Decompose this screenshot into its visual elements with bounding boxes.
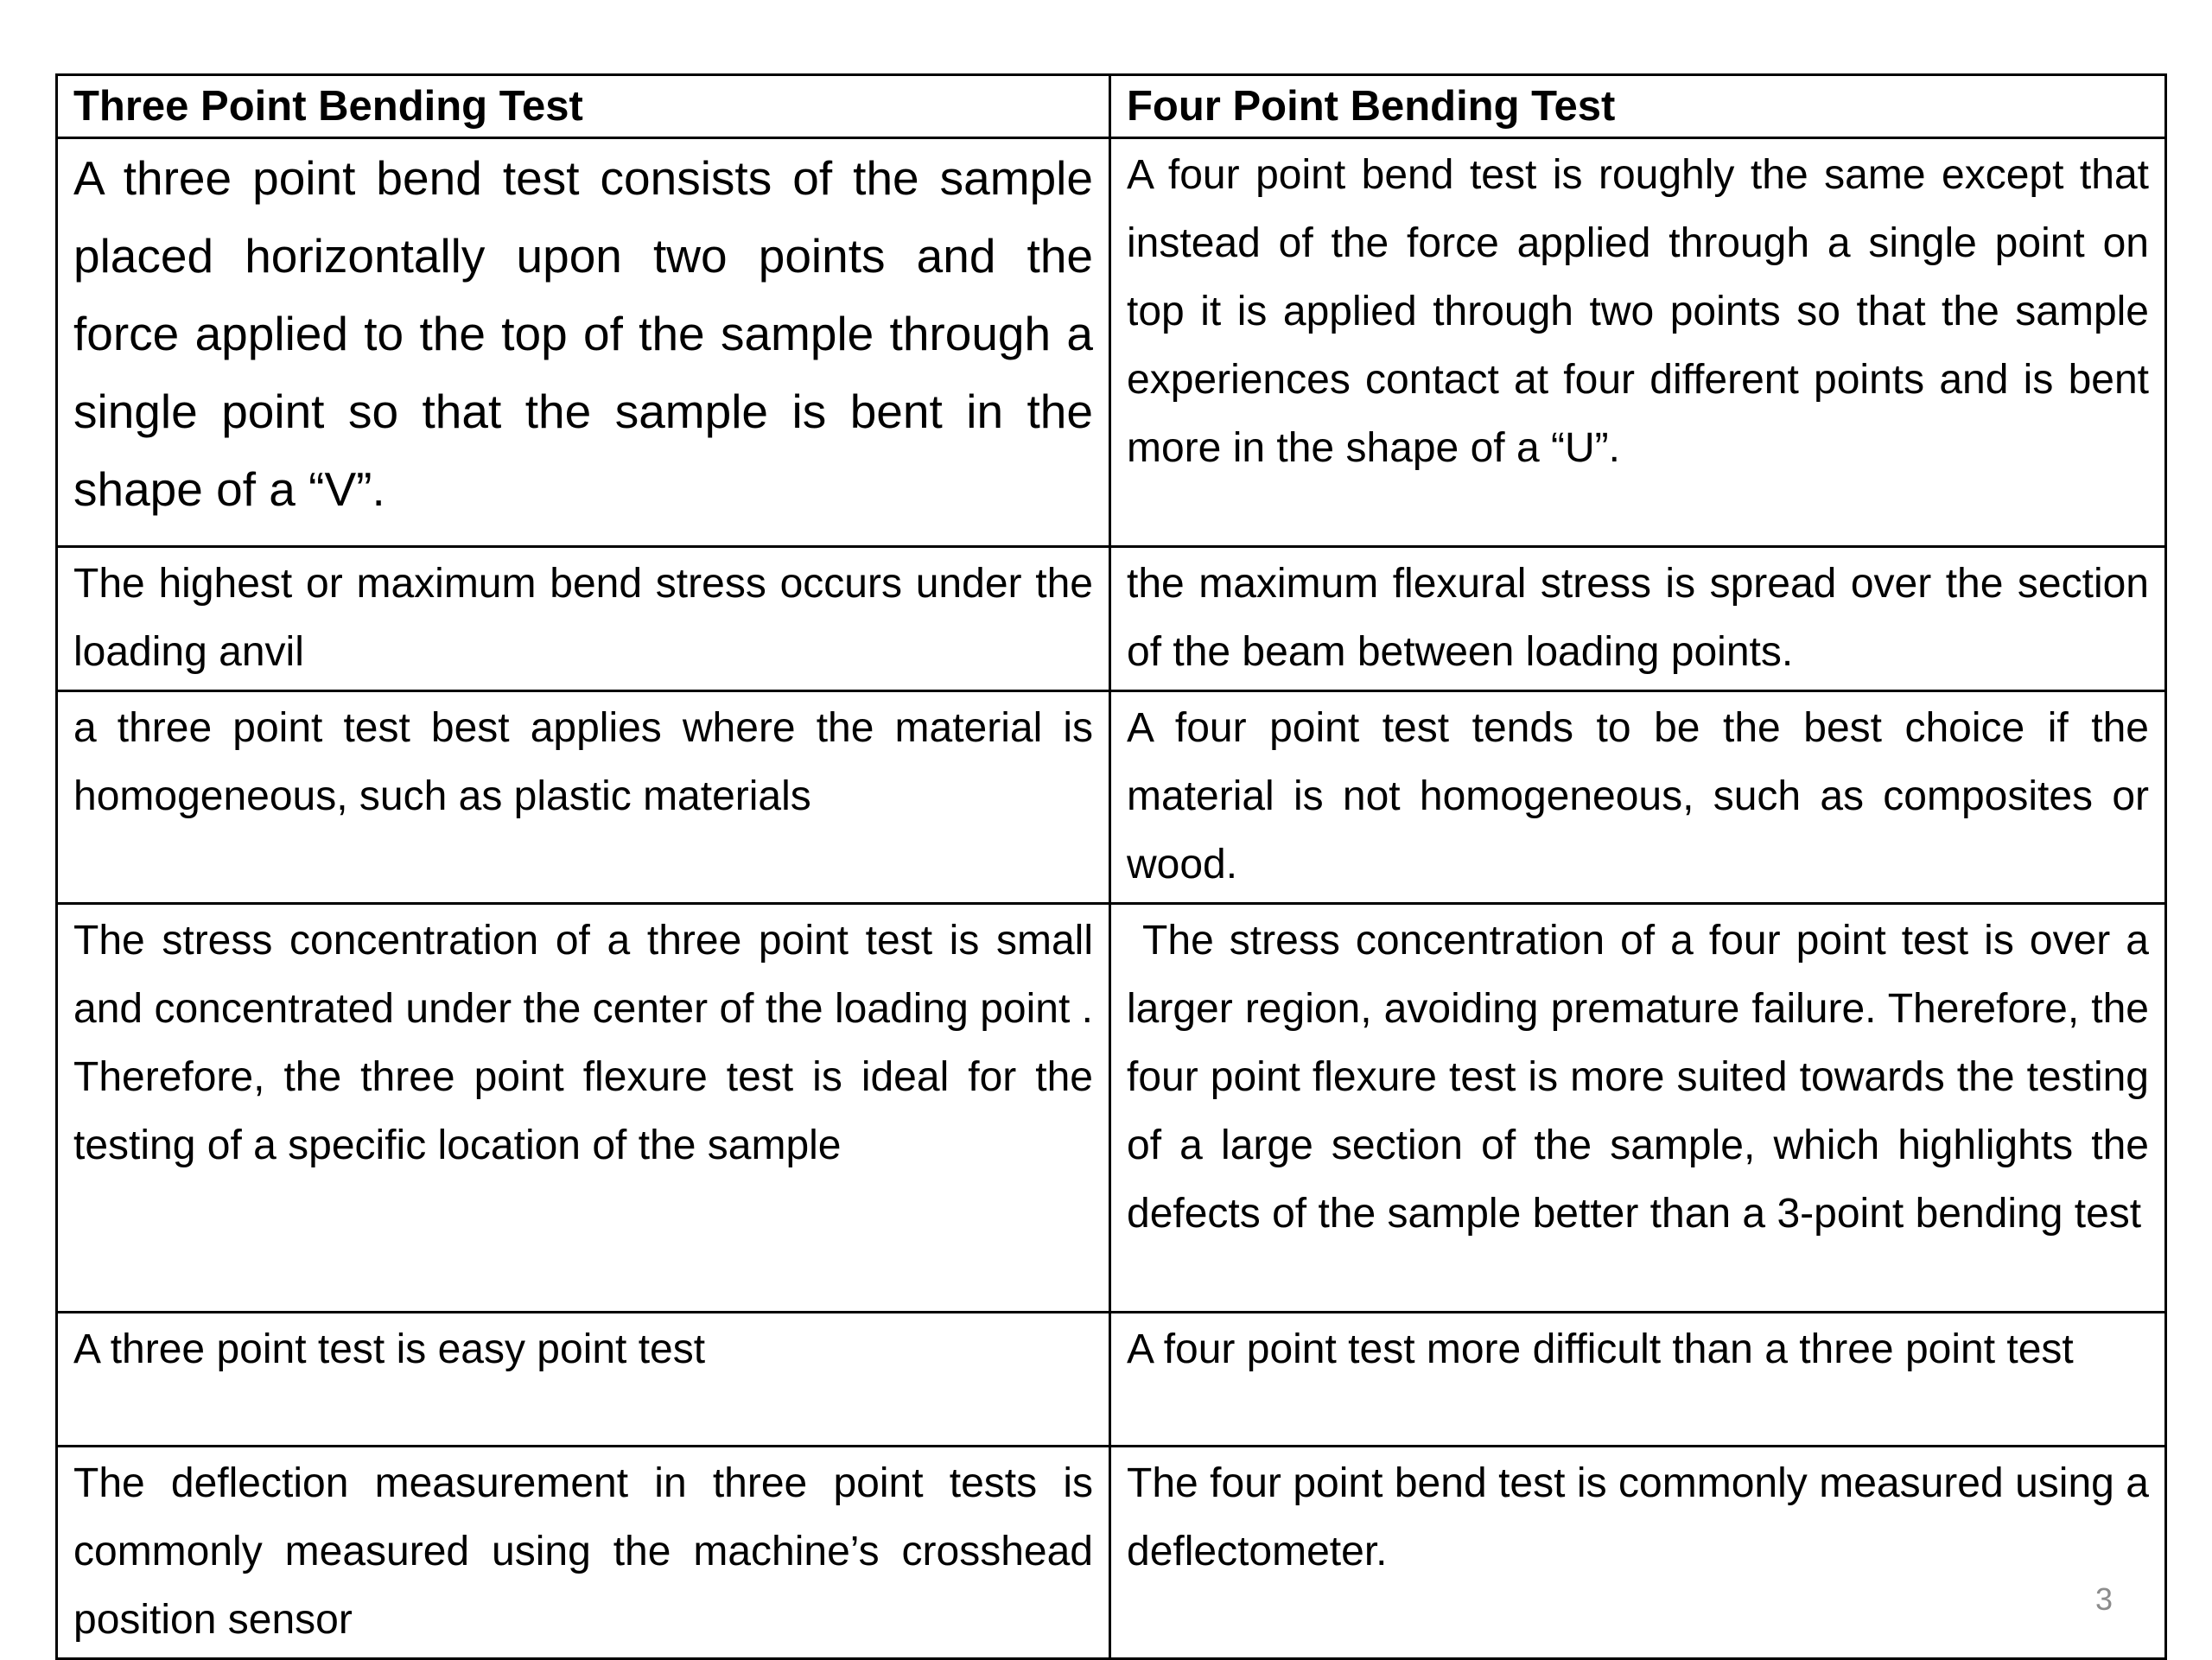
- page-number: 3: [2094, 1581, 2113, 1617]
- cell-three-point-difficulty: A three point test is easy point test: [57, 1313, 1110, 1447]
- table-row: [57, 691, 2166, 904]
- cell-three-point-deflection: The deflection measurement in three point tests is commonly measured using the machine’s crosshead position sensor: [57, 1447, 1110, 1659]
- header-three-point: Three Point Bending Test: [57, 75, 1110, 138]
- cell-four-point-definition: A four point bend test is roughly the same except that instead of the force applied through a single point on top it is applied through two points so that the sample experiences contact at four different points and is bent more in the shape of a “U”.: [1110, 138, 2166, 547]
- table-row: [57, 547, 2166, 691]
- comparison-table: [55, 73, 2167, 1660]
- cell-three-point-definition: A three point bend test consists of the sample placed horizontally upon two points and the force applied to the top of the sample through a single point so that the sample is bent in the shape of a “V”.: [57, 138, 1110, 547]
- cell-four-point-material: A four point test tends to be the best choice if the material is not homogeneous, such as composites or wood.: [1110, 691, 2166, 904]
- cell-four-point-max-stress: the maximum flexural stress is spread over the section of the beam between loading points.: [1110, 547, 2166, 691]
- table-row: [57, 138, 2166, 547]
- cell-four-point-stress-concentration: The stress concentration of a four point test is over a larger region, avoiding premature failure. Therefore, the four point flexure test is more suited towards the testing of a large section of the sample, which highlights the defects of the sample better than a 3-point bending test: [1110, 904, 2166, 1313]
- cell-three-point-stress-concentration: The stress concentration of a three point test is small and concentrated under the center of the loading point . Therefore, the three point flexure test is ideal for the testing of a specific location of the sample: [57, 904, 1110, 1313]
- cell-three-point-material: a three point test best applies where the material is homogeneous, such as plastic materials: [57, 691, 1110, 904]
- table-header-row: [57, 75, 2166, 138]
- cell-four-point-deflection: The four point bend test is commonly measured using a deflectometer.: [1110, 1447, 2166, 1659]
- table-row: [57, 1447, 2166, 1659]
- cell-three-point-max-stress: The highest or maximum bend stress occurs under the loading anvil: [57, 547, 1110, 691]
- table-row: [57, 1313, 2166, 1447]
- cell-four-point-difficulty: A four point test more difficult than a three point test: [1110, 1313, 2166, 1447]
- header-four-point: Four Point Bending Test: [1110, 75, 2166, 138]
- table-row: [57, 904, 2166, 1313]
